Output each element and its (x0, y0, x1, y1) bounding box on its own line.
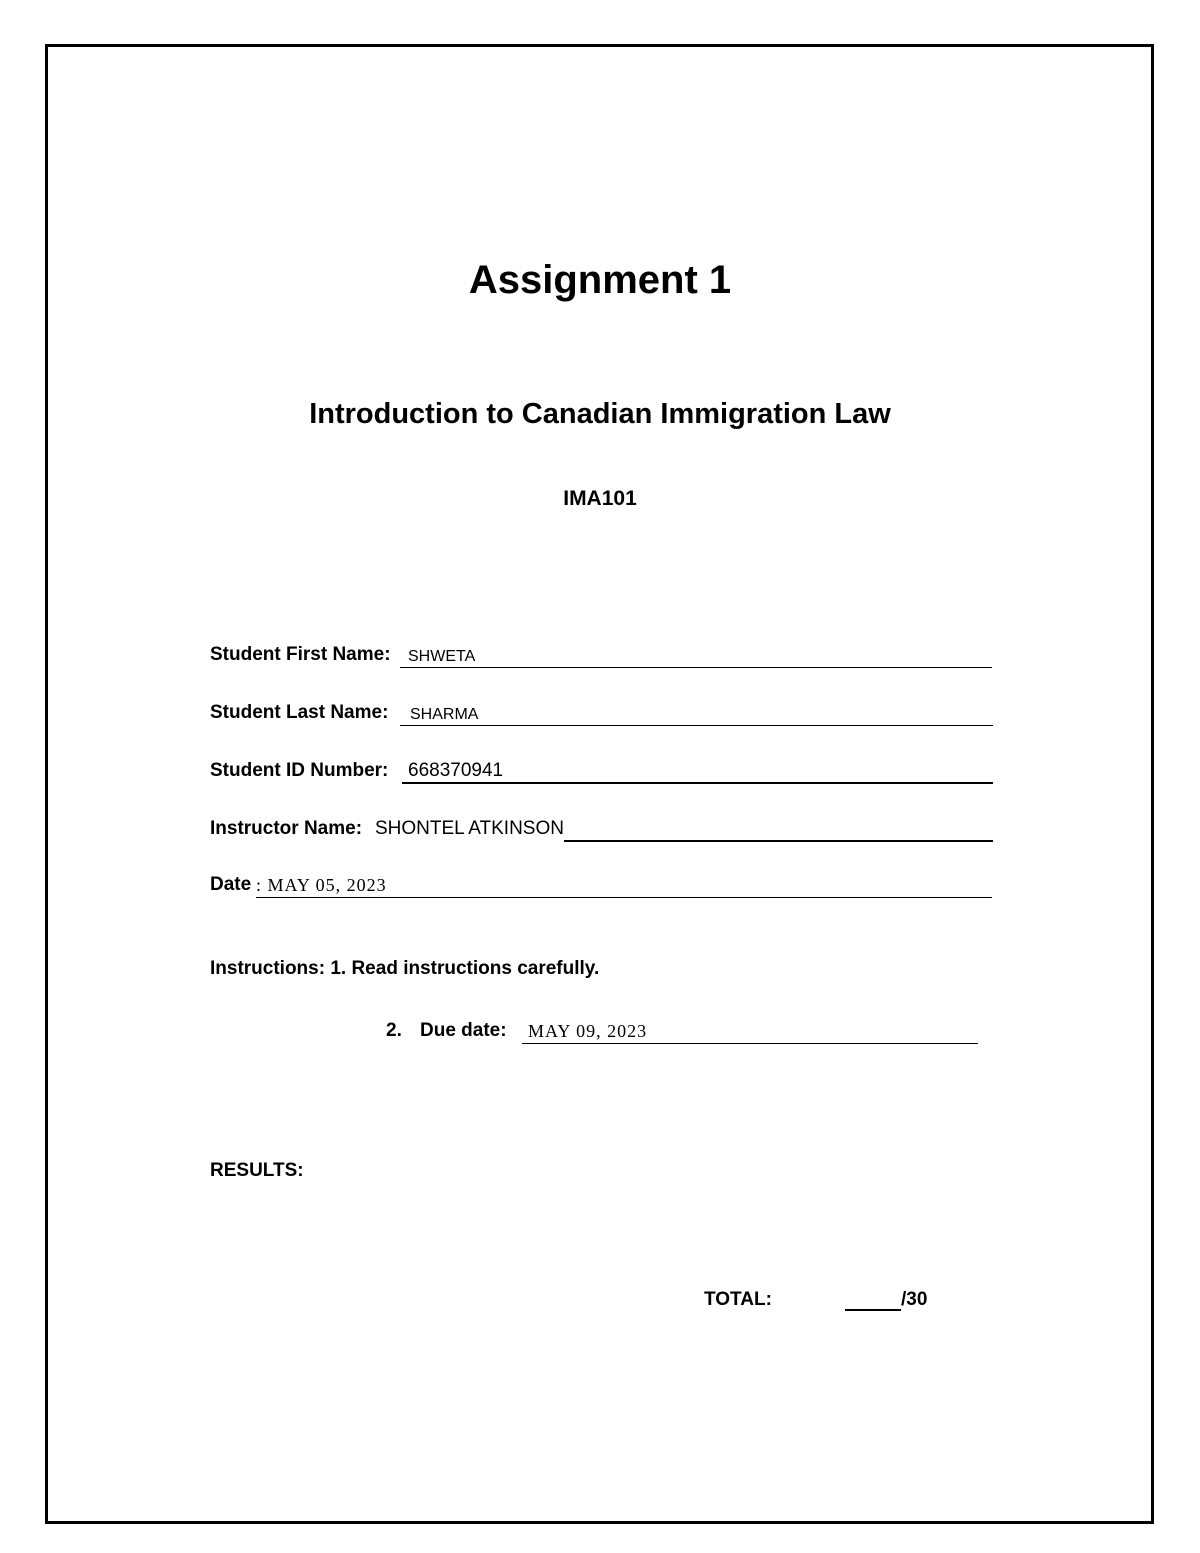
first-name-underline (400, 667, 992, 668)
due-date-value: MAY 09, 2023 (528, 1021, 648, 1041)
last-name-value: SHARMA (410, 706, 479, 723)
due-date-underline (522, 1043, 978, 1044)
last-name-field[interactable] (210, 696, 993, 726)
first-name-label: Student First Name: (210, 644, 391, 665)
total-out-of: /30 (901, 1289, 928, 1310)
instructor-label: Instructor Name: (210, 818, 363, 839)
last-name-underline (400, 725, 993, 726)
due-date-label: Due date: (420, 1020, 507, 1041)
date-field[interactable] (210, 868, 992, 898)
last-name-label: Student Last Name: (210, 702, 389, 723)
instructor-underline (564, 840, 993, 842)
instructor-value: SHONTEL ATKINSON (375, 818, 564, 839)
first-name-field[interactable] (210, 638, 992, 668)
instructions-line: Instructions: 1. Read instructions carefully. (210, 958, 600, 979)
due-date-number: 2. (386, 1020, 402, 1041)
student-id-value: 668370941 (408, 760, 504, 781)
due-date-field[interactable] (386, 1014, 978, 1044)
date-value: : MAY 05, 2023 (256, 875, 387, 895)
student-id-underline (402, 782, 993, 784)
date-underline (256, 897, 992, 898)
course-code: IMA101 (563, 487, 637, 510)
total-label: TOTAL: (704, 1289, 772, 1310)
student-id-label: Student ID Number: (210, 760, 389, 781)
date-label: Date (210, 874, 252, 895)
results-label: RESULTS: (210, 1160, 304, 1181)
course-title: Introduction to Canadian Immigration Law (309, 398, 891, 430)
student-id-field[interactable] (210, 754, 993, 784)
instructor-field[interactable] (210, 812, 993, 842)
assignment-title: Assignment 1 (468, 258, 732, 302)
total-score-blank[interactable] (845, 1309, 901, 1311)
first-name-value: SHWETA (408, 648, 476, 665)
